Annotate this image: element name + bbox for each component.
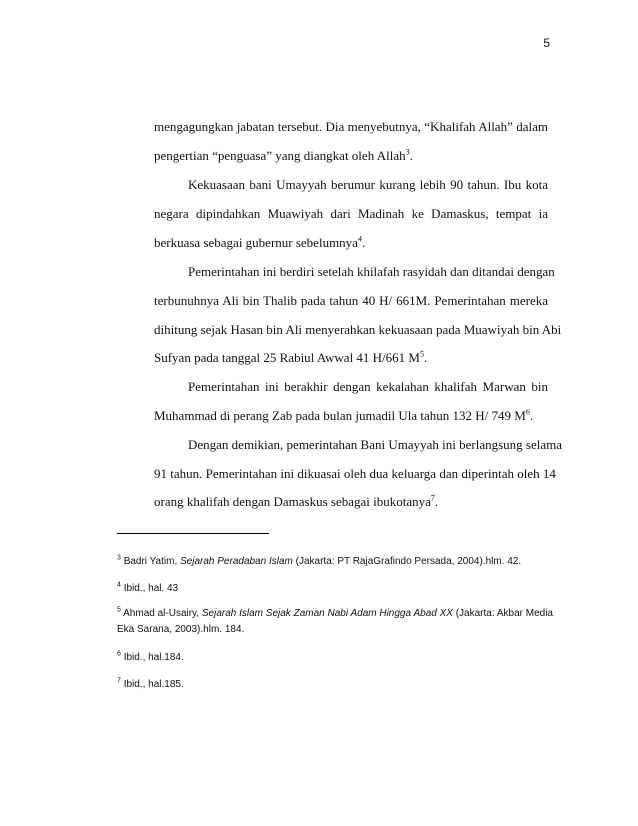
footnote-number: 4 [117, 581, 121, 589]
body-line-13: 91 tahun. Pemerintahan ini dikuasai oleh dua keluarga dan diperintah oleh 14 [154, 466, 556, 481]
body-line-4: negara dipindahkan Muawiyah dari Madinah ke Damaskus, tempat ia [154, 206, 548, 221]
footnote-publisher: (Jakarta: Akbar Media Eka Sarana, 2003).hlm. 184. [117, 608, 553, 635]
footnote-6 [117, 650, 553, 666]
body-text: Muhammad di perang Zab pada bulan jumadil Ula tahun 132 H/ 749 M [154, 408, 526, 423]
body-line-10: Pemerintahan ini berakhir dengan kekalahan khalifah Marwan bin [188, 379, 548, 394]
body-line-11 [154, 408, 548, 424]
footnote-ref-6: 6 [525, 407, 530, 417]
footnote-author: Ahmad al-Usairy, [123, 608, 202, 619]
punct: . [424, 350, 428, 365]
footnote-separator [117, 533, 269, 534]
footnote-text: Ibid., hal.185. [123, 679, 184, 690]
footnote-number: 7 [117, 677, 121, 685]
footnote-7 [117, 677, 553, 693]
punct: . [361, 235, 366, 250]
body-line-2 [154, 148, 548, 164]
footnote-text: Ibid., hal.184. [123, 652, 184, 663]
body-text: Sufyan pada tanggal 25 Rabiul Awwal 41 H/661 M [154, 350, 420, 365]
footnote-3 [117, 554, 553, 570]
footnote-text: Ibid., hal. 43 [123, 583, 179, 594]
body-line-3: Kekuasaan bani Umayyah berumur kurang lebih 90 tahun. Ibu kota [188, 177, 548, 192]
footnote-title: Sejarah Islam Sejak Zaman Nabi Adam Hingga Abad XX [201, 608, 453, 619]
footnote-5 [117, 606, 553, 638]
body-text: pengertian “penguasa” yang diangkat oleh Allah [154, 148, 406, 163]
footnote-title: Sejarah Peradaban Islam [180, 556, 293, 567]
footnote-ref-3: 3 [405, 147, 410, 157]
body-text: berkuasa sebagai gubernur sebelumnya [154, 235, 358, 250]
body-line-7: terbunuhnya Ali bin Thalib pada tahun 40 H/ 661M. Pemerintahan mereka [154, 293, 548, 308]
punct: . [434, 494, 439, 509]
body-line-1: mengagungkan jabatan tersebut. Dia menyebutnya, “Khalifah Allah” dalam [154, 119, 548, 134]
footnote-ref-7: 7 [430, 493, 435, 503]
body-line-9 [154, 350, 548, 366]
body-line-12: Dengan demikian, pemerintahan Bani Umayyah ini berlangsung selama [188, 437, 562, 452]
punct: . [409, 148, 413, 163]
footnote-number: 6 [117, 650, 121, 658]
footnote-4 [117, 581, 553, 597]
body-line-14 [154, 494, 548, 510]
page-number: 5 [543, 36, 550, 50]
punct: . [529, 408, 534, 423]
body-line-5 [154, 235, 548, 251]
footnote-number: 3 [117, 554, 121, 562]
footnote-ref-4: 4 [357, 234, 362, 244]
body-line-8: dihitung sejak Hasan bin Ali menyerahkan kekuasaan pada Muawiyah bin Abi [154, 322, 562, 337]
footnote-author: Badri Yatim, [123, 556, 181, 567]
body-text: orang khalifah dengan Damaskus sebagai ibukotanya [154, 494, 431, 509]
footnote-number: 5 [117, 606, 121, 614]
footnote-publisher: (Jakarta: PT RajaGrafindo Persada, 2004).hlm. 42. [292, 556, 522, 567]
footnote-ref-5: 5 [420, 349, 424, 359]
body-line-6: Pemerintahan ini berdiri setelah khilafah rasyidah dan ditandai dengan [188, 264, 555, 279]
